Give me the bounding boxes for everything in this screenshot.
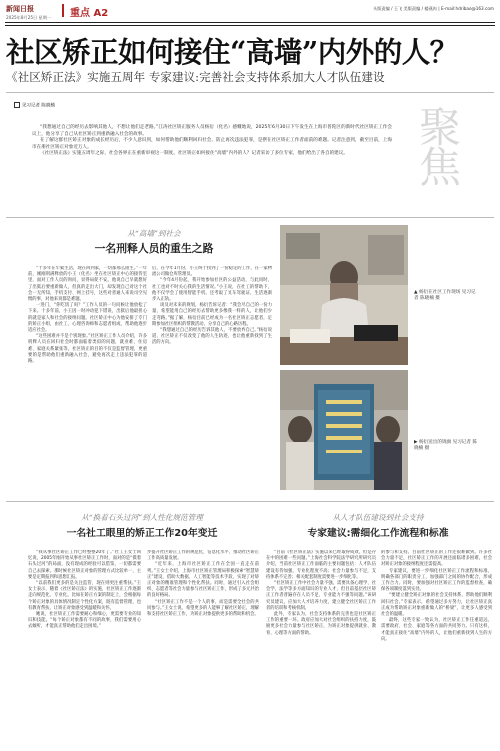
- section1-paragraph: “今年4月份起，我开始参加社区的公益活动，与此同时，社工也对不时关心我的生活情况。”小王说，在社工的帮助下，他不仅学会了使用智能手机，还考取了叉车驾驶证，生活逐渐步入正轨。: [152, 278, 272, 303]
- header-rule-thin: [5, 25, 495, 26]
- headline: 社区矫正如何接住“高墙”内外的人？: [6, 35, 458, 69]
- section1-col-left: [28, 266, 147, 495]
- section3-title: 专家建议:需细化工作流程和标准: [307, 528, 449, 539]
- section3-paragraph: 此外，专家认为，社会支持体系的完善也是社区矫正工作的重要一环。政府应加大对社会组织的扶持力度，鼓励更多社会力量参与社区矫正，为矫正对象提供就业、教育、心理等方面的帮助。: [266, 612, 376, 636]
- subheadline: 《社区矫正法》实施五周年 专家建议:完善社会支持体系加大人才队伍建设: [6, 70, 385, 84]
- section2-col-left: [28, 550, 141, 746]
- section-marker: [62, 4, 64, 17]
- section2-paragraph: 她说，社区矫正工作需要耐心和细心，更需要专业的知识和技能。“每个矫正对象都有不同的故事，我们需要用心去倾听，才能真正帮助他们走出困境。”: [28, 612, 141, 630]
- section3-heading: [262, 512, 494, 539]
- section3-col-left: [266, 550, 376, 746]
- section1-heading: [30, 228, 278, 256]
- section2-paragraph: 步提升社区矫正工作的规范化、信息化水平，推动社区矫正工作高质量发展。: [147, 550, 259, 562]
- photo-banner: [280, 370, 408, 490]
- byline-text: 见习记者 陈晓楠: [22, 103, 55, 109]
- photo-caption: ▲ 杨衍在社区工作现场 见习记者 陈晓楠 摄: [414, 290, 476, 302]
- section-label: 重点 A2: [70, 8, 109, 19]
- section2-paragraph: “近年来，上海市社区矫正工作在全国一直走在前列。”王女士介绍，上海市社区矫正管理局积极探索“智慧矫正”建设，借助大数据、人工智能等技术手段，实现了对矫正对象的精准管理和个性化帮扶。同时，通过引入社会组织、志愿者等社会力量参与社区矫正工作，形成了多元共治的良好格局。: [147, 562, 259, 599]
- section3-paragraph: “目前《社区矫正法》实施以来已经取得成效，但是存在中的困难一些问题。”上海社会科学院法学研究所研究员介绍，当前社区矫正工作面临的主要问题包括：人才队伍建设有待加强，专业化程度不高；社会力量参与不足，支持体系不完善；相关配套制度需要进一步细化等。: [266, 550, 376, 580]
- section2-col-right: [147, 550, 259, 746]
- section2-heading: [24, 512, 260, 539]
- section3-paragraph: “社区矫正工作中社会力量不强，需要具备心理学、社会学、法学等多方面知识的专业人才，但目前基层社区矫正工作者普遍存在人员不足、专业能力不强等问题。”该研究员建议，应加大人才培养力度，建立健全社区矫正工作者的培训和考核机制。: [266, 581, 376, 611]
- section1-col-right: [152, 266, 272, 495]
- section3-kicker: 从人才队伍建设到社会支持: [332, 513, 424, 522]
- section2-paragraph: “我从事社区矫正工作已经整整20年了。”社工王女士回忆说，2005年刚开始从事社区矫正工作时，面对的是“摸着石头过河”的局面，没有现成的经验可以借鉴，一切都需要自己去探索。那时候社区矫正对象的管理方式比较单一，主要是定期报到和思想汇报。: [28, 550, 141, 580]
- lead-paragraph: 在了解这群社区矫正对象的成长经历后，不少人意识到，如何帮助他们顺利回归社会、防止再次违法犯罪，是摆在社区矫正工作者面前的难题。记者注意到，截至目前，上海市在册社区矫正对象近万人。: [32, 138, 392, 150]
- photo-image: [280, 225, 408, 365]
- section3-col-right: [381, 550, 492, 746]
- editor-line: 头版责编 / 王飞 美版责编 / 楼燕冉 | E-mail:hdribao@163.com: [373, 6, 494, 11]
- photo-caption: ▶ 杨衍送出的锦旗 见习记者 陈晓楠 摄: [414, 440, 478, 452]
- section2-title: 一名社工眼里的矫正工作20年变迁: [66, 528, 218, 539]
- lead-paragraph: 《社区矫正法》实施五周年之际，社会各界正在重新审视这一制度。社区矫正如何接住“高墙”内外的人？记者采访了多位专家，他们给出了各自的建议。: [40, 151, 348, 157]
- section3-paragraph: “要建立健全矫正对象的社会支持体系，帮助他们顺利回归社会。”专家表示，希望通过多方努力，让社区矫正真正成为帮助矫正对象重新做人的“桥梁”，让更多人感受到社会的温暖。: [381, 593, 492, 618]
- section1-kicker: 从“高墙”到社会: [127, 229, 181, 238]
- section1-paragraph: “我想通过自己的经历告诉其他人，不要放弃自己。”杨衍说道，社区矫正不仅改变了他的人生轨迹，也让他重新找到了生活的方向。: [152, 328, 272, 346]
- lead-paragraphs: [32, 125, 392, 158]
- section3-paragraph: 专家建议，要进一步细化社区矫正工作流程和标准，明确各部门的职责分工，加强部门之间的协作配合，形成工作合力。同时，要加强对社区矫正工作的监督检查，确保各项制度落到实处。: [381, 568, 492, 593]
- divider: [6, 217, 494, 218]
- section2-paragraph: “以前我们更多的是关注监管，现在则更注重帮扶。”王女士表示，随着《社区矫正法》的实施，社区矫正工作逐渐走向规范化、专业化。比如在矫正方案的制定上，会根据每个矫正对象的具体情况制定个性化方案，既有监督管理，也有教育帮扶，让矫正对象感受到温暖和关怀。: [28, 581, 141, 611]
- section1-paragraph: 谈及对未来的规划，杨衍告诉记者：“我会尽自己的一份力量，希望能用自己的经历去帮助更多像我一样的人，让他们少走弯路。”据了解，杨衍目前已经成为一名社区矫正志愿者，定期参加社区组织的帮教活动，分享自己的心路历程。: [152, 303, 272, 327]
- divider: [6, 501, 494, 502]
- lead-paragraph: “我想通过自己的经历去影响其他人，不想让他们走老路。”江涛社区矫正服务人员杨衍（化名）感慨地说，2025年6月30日下午发生在上海市普陀区的新时代社区矫正工作会议上，他分享了自己从社区矫正到重新融入社会的故事。: [32, 125, 392, 137]
- section1-paragraph: 后，在今年1月份，小王终于找到了一份稳定的工作，在一家物流公司做仓库管理员。: [152, 266, 272, 278]
- photo-image: [280, 370, 408, 490]
- section1-paragraph: “这些困难并不是个别现象。”社区矫正工作人员介绍，许多刑释人员在回归社会时都面临着类似的问题，就业难、住房难、家庭关系紧张等。社区矫正的目的不仅是监督管理，更重要的是帮助他们重新融入社会，避免再次走上违法犯罪的道路。: [28, 334, 147, 365]
- section2-kicker: 从“换着石头过河”到人性化规范管理: [81, 513, 203, 522]
- section1-paragraph: 一进门，“你吃饭了吗？”工作人员的一句问候让他放松了下来。十多年前，小王因一时冲动犯下错误，出狱后他最担心的就是家人和社会的接纳问题。社区矫正中心为他安排了专门的矫正小组，由社工、心理咨询师和志愿者组成，帮助他逐步适应社会。: [28, 303, 147, 334]
- watermark-text: 聚焦: [418, 103, 461, 192]
- divider: [6, 92, 494, 93]
- header-rule: [5, 22, 495, 23]
- byline-box-icon: [14, 102, 20, 108]
- section1-title: 一名刑释人员的重生之路: [94, 242, 214, 255]
- section2-paragraph: “社区矫正工作不是一个人的事，而是需要全社会的共同参与。”王女士说，希望更多的人能够了解社区矫正，理解和支持社区矫正工作，为矫正对象提供更多的帮助和机会。: [147, 599, 259, 618]
- issue-date: 2025年8月25日 星期一: [6, 15, 52, 20]
- masthead-block: [6, 4, 51, 21]
- section1-paragraph: “十多年在牢狱生活，现在回到家，一切都那么陌生。”一年前，刚刚刑满释放的小王（化名）坐在社区矫正中心的接待室里，面对工作人员的询问，显得局促不安。他说自己早就想好了出狱后要重新做人，但真的走出大门，却发现自己对这个社会一无所知，手机支付、网上挂号，这些对普通人来说司空见惯的事，对他来说都是难题。: [28, 266, 147, 303]
- masthead-title: 新闻日报: [6, 4, 34, 13]
- section3-paragraph: 最终，这些专家一致认为，社区矫正工作任重道远，需要政府、社会、家庭等各方面的共同努力。只有这样，才能真正接住“高墙”内外的人，让他们重新找到人生的方向。: [381, 618, 492, 642]
- photo-subject-at-work: [280, 225, 408, 365]
- section3-paragraph: 的参与和支持。目前社区矫正的工作还很难做到。许多社会力量不足，社区矫正工作的开展还面临诸多困难，社会对矫正对象的接纳程度还需提高。: [381, 550, 492, 568]
- watermark-calligraphy: [400, 103, 480, 192]
- byline: [14, 102, 55, 109]
